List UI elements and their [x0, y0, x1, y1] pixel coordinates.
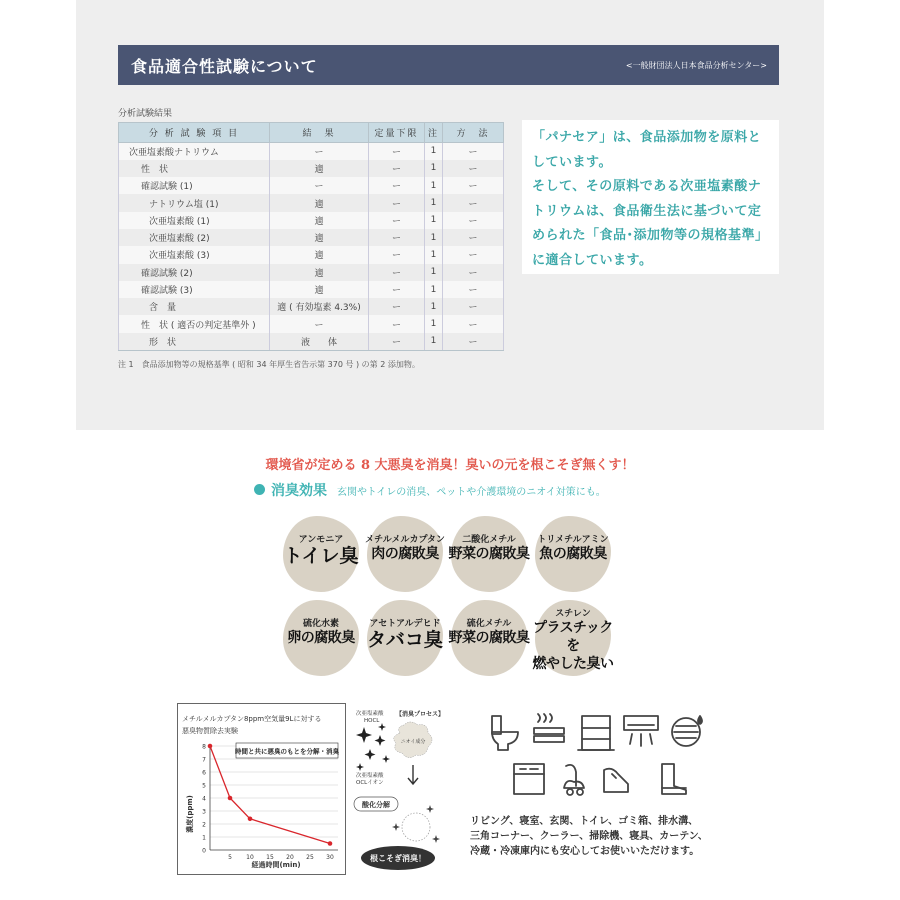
cell-note: 1 — [425, 177, 443, 194]
cell-limit: ー — [369, 281, 425, 298]
cell-item: 含 量 — [119, 298, 270, 315]
cell-note: 1 — [425, 212, 443, 229]
cell-item: 次亜塩素酸ナトリウム — [119, 143, 270, 160]
odor-compound: アセトアルデヒド — [369, 619, 441, 629]
cell-limit: ー — [369, 212, 425, 229]
cell-note: 1 — [425, 333, 443, 350]
cell-result: 適 — [270, 160, 369, 177]
sparkle-icon — [356, 723, 390, 771]
col-header-limit: 定量下限 — [369, 123, 425, 143]
y-tick-label: 7 — [202, 756, 206, 764]
odor-type: プラスチックを — [533, 620, 613, 654]
table-row — [119, 212, 504, 229]
cell-note: 1 — [425, 229, 443, 246]
cell-limit: ー — [369, 194, 425, 211]
cell-limit: ー — [369, 143, 425, 160]
cell-result: ー — [270, 143, 369, 160]
cell-result: 適 — [270, 229, 369, 246]
usage-line: リビング、寝室、玄関、トイレ、ゴミ箱、排水溝、 — [470, 816, 699, 827]
x-axis-label: 経過時間(min) — [251, 861, 301, 869]
cell-limit: ー — [369, 333, 425, 350]
section-title: 食品適合性試験について — [131, 57, 318, 76]
odor-compound: スチレン — [555, 609, 591, 619]
drain-icon — [672, 716, 702, 746]
col-header-item: 分 析 試 験 項 目 — [119, 123, 270, 143]
cell-method: ー — [443, 298, 504, 315]
ocl-formula: OCLイオン — [356, 780, 384, 786]
table-footnote: 注 1 食品添加物等の規格基準 ( 昭和 34 年厚生省告示第 370 号 ) の第 2 添加物。 — [118, 360, 420, 369]
ocl-label: 次亜塩素酸 — [356, 773, 384, 779]
data-point — [328, 841, 333, 846]
odor-compound: 硫化メチル — [466, 619, 512, 629]
usage-line: 冷蔵・冷凍庫内にも安心してお使いいただけます。 — [470, 846, 700, 857]
cell-item: 確認試験 (2) — [119, 264, 270, 281]
cell-limit: ー — [369, 298, 425, 315]
compliance-line: トリウムは、食品衛生法に基づいて定 — [532, 203, 762, 219]
cell-method: ー — [443, 194, 504, 211]
cell-result: 適 ( 有効塩素 4.3%) — [270, 298, 369, 315]
effect-description: 玄関やトイレの消臭、ペットや介護環境のニオイ対策にも。 — [337, 487, 606, 498]
cell-result: 適 — [270, 194, 369, 211]
cell-item: 確認試験 (1) — [119, 177, 270, 194]
cell-method: ー — [443, 212, 504, 229]
cell-method: ー — [443, 246, 504, 263]
y-tick-label: 8 — [202, 743, 206, 751]
odor-headline: 環境省が定める 8 大悪臭を消臭！臭いの元を根こそぎ無くす！ — [265, 458, 635, 473]
cell-item: 次亜塩素酸 (2) — [119, 229, 270, 246]
usage-line: 三角コーナー、クーラー、掃除機、寝具、カーテン、 — [470, 831, 708, 842]
bed-icon — [534, 714, 564, 742]
odor-label — [527, 532, 619, 563]
air-conditioner-icon — [624, 716, 658, 746]
chart-title-line1: メチルメルカプタン8ppm空気量9Lに対する — [182, 715, 322, 723]
cell-method: ー — [443, 315, 504, 332]
cell-item: 性 状 — [119, 160, 270, 177]
cell-limit: ー — [369, 315, 425, 332]
cell-method: ー — [443, 333, 504, 350]
shoes-icon — [604, 769, 628, 792]
data-point — [208, 744, 213, 749]
odor-type: 野菜の腐敗臭 — [448, 630, 530, 646]
table-row — [119, 315, 504, 332]
odor-type: 野菜の腐敗臭 — [448, 546, 530, 562]
cell-limit: ー — [369, 229, 425, 246]
cell-result: 液 体 — [270, 333, 369, 350]
cell-item: 性 状 ( 適否の判定基準外 ) — [119, 315, 270, 332]
col-header-result: 結 果 — [270, 123, 369, 143]
table-row — [119, 281, 504, 298]
room-icons — [486, 708, 736, 808]
odor-component-label: ニオイ成分 — [400, 739, 426, 745]
hocl-formula: HOCL — [364, 718, 380, 724]
odor-compound: メチルメルカプタン — [365, 535, 445, 545]
table-row — [119, 229, 504, 246]
cell-note: 1 — [425, 246, 443, 263]
table-caption: 分析試験結果 — [118, 109, 173, 119]
odor-compound: トリメチルアミン — [537, 535, 609, 545]
table-header-row — [119, 123, 504, 143]
y-tick-label: 6 — [202, 769, 206, 777]
empty-circle-icon — [402, 813, 430, 841]
cell-method: ー — [443, 264, 504, 281]
table-row — [119, 264, 504, 281]
cell-item: 次亜塩素酸 (3) — [119, 246, 270, 263]
data-point — [228, 796, 233, 801]
odor-type: 肉の腐敗臭 — [371, 546, 439, 562]
x-tick-label: 10 — [246, 854, 254, 861]
col-header-method: 方 法 — [443, 123, 504, 143]
odor-label — [527, 606, 619, 673]
odor-compound: 二酸化メチル — [462, 535, 516, 545]
odor-label — [359, 616, 451, 651]
oxidize-label: 酸化分解 — [362, 801, 390, 809]
bullet-dot-icon — [254, 484, 265, 495]
cell-note: 1 — [425, 160, 443, 177]
data-point — [248, 817, 253, 822]
deodorize-effect-row — [254, 480, 606, 500]
y-tick-label: 0 — [202, 847, 206, 855]
odor-label — [359, 532, 451, 563]
table-row — [119, 143, 504, 160]
y-tick-label: 1 — [202, 834, 206, 842]
odor-type: 魚の腐敗臭 — [539, 546, 607, 562]
cell-result: 適 — [270, 246, 369, 263]
vacuum-icon — [564, 765, 584, 795]
process-title: 【消臭プロセス】 — [396, 711, 445, 718]
odor-compound: 硫化水素 — [302, 619, 339, 629]
sparkle-icon-small — [392, 805, 440, 843]
odor-type: トイレ臭 — [283, 545, 359, 567]
cabinet-icon — [578, 716, 614, 750]
odor-type: タバコ臭 — [367, 629, 443, 651]
cell-note: 1 — [425, 143, 443, 160]
cell-limit: ー — [369, 160, 425, 177]
col-header-note: 注 — [425, 123, 443, 143]
final-badge-label: 根こそぎ消臭！ — [370, 854, 426, 863]
section-header-bar — [118, 45, 779, 85]
cell-result: 適 — [270, 212, 369, 229]
compliance-line: に適合しています。 — [532, 252, 653, 268]
compliance-line: そして、その原料である次亜塩素酸ナ — [532, 179, 762, 194]
y-tick-label: 5 — [202, 782, 206, 790]
cell-item: 確認試験 (3) — [119, 281, 270, 298]
compliance-statement-box — [522, 120, 779, 274]
cell-note: 1 — [425, 298, 443, 315]
cell-result: ー — [270, 315, 369, 332]
odor-label — [443, 616, 535, 647]
cell-method: ー — [443, 281, 504, 298]
x-tick-label: 5 — [228, 854, 232, 861]
cell-item: ナトリウム塩 (1) — [119, 194, 270, 211]
cell-limit: ー — [369, 177, 425, 194]
cell-limit: ー — [369, 264, 425, 281]
cell-result: ー — [270, 177, 369, 194]
analysis-results-table — [118, 122, 504, 351]
x-tick-label: 15 — [266, 854, 274, 861]
usage-locations-text — [470, 814, 770, 859]
cell-note: 1 — [425, 315, 443, 332]
x-tick-label: 20 — [286, 854, 294, 861]
deodorize-process-diagram — [352, 705, 452, 875]
odor-type: 卵の腐敗臭 — [287, 630, 355, 646]
cell-result: 適 — [270, 264, 369, 281]
odor-label — [275, 616, 367, 647]
table-row — [119, 333, 504, 350]
cell-result: 適 — [270, 281, 369, 298]
fridge-icon — [514, 764, 544, 794]
odor-label — [275, 532, 367, 567]
toilet-icon — [492, 716, 518, 750]
source-label: <一般財団法人日本食品分析センター> — [625, 61, 767, 70]
boots-icon — [662, 764, 686, 794]
chart-title-line2: 悪臭物質除去実験 — [182, 727, 238, 735]
deodorize-experiment-chart — [177, 703, 346, 875]
x-tick-label: 25 — [306, 854, 314, 861]
hocl-label: 次亜塩素酸 — [356, 711, 384, 717]
cell-note: 1 — [425, 194, 443, 211]
y-axis-label: 濃度(ppm) — [186, 795, 194, 833]
odor-compound: アンモニア — [298, 535, 344, 545]
cell-note: 1 — [425, 281, 443, 298]
cell-item: 形 状 — [119, 333, 270, 350]
cell-method: ー — [443, 160, 504, 177]
compliance-line: められた「食品･添加物等の規格基準」 — [532, 228, 769, 243]
cell-method: ー — [443, 177, 504, 194]
table-row — [119, 177, 504, 194]
cell-method: ー — [443, 143, 504, 160]
table-row — [119, 298, 504, 315]
compliance-line: 「パナセア」は、食品添加物を原料と — [532, 130, 762, 145]
compliance-line: しています。 — [532, 154, 612, 170]
down-arrow-icon — [408, 765, 418, 784]
table-row — [119, 160, 504, 177]
x-tick-label: 30 — [326, 854, 334, 861]
y-tick-label: 2 — [202, 821, 206, 829]
cell-method: ー — [443, 229, 504, 246]
odor-label — [443, 532, 535, 563]
cell-limit: ー — [369, 246, 425, 263]
table-row — [119, 246, 504, 263]
chart-plot — [178, 704, 347, 876]
effect-title: 消臭効果 — [271, 483, 327, 499]
cell-item: 次亜塩素酸 (1) — [119, 212, 270, 229]
chart-callout: 時間と共に悪臭のもとを分解・消臭 — [235, 747, 339, 756]
cell-note: 1 — [425, 264, 443, 281]
odor-type-line2: 燃やした臭い — [532, 656, 614, 672]
y-tick-label: 4 — [202, 795, 206, 803]
table-row — [119, 194, 504, 211]
series-line — [210, 746, 330, 844]
y-tick-label: 3 — [202, 808, 206, 816]
